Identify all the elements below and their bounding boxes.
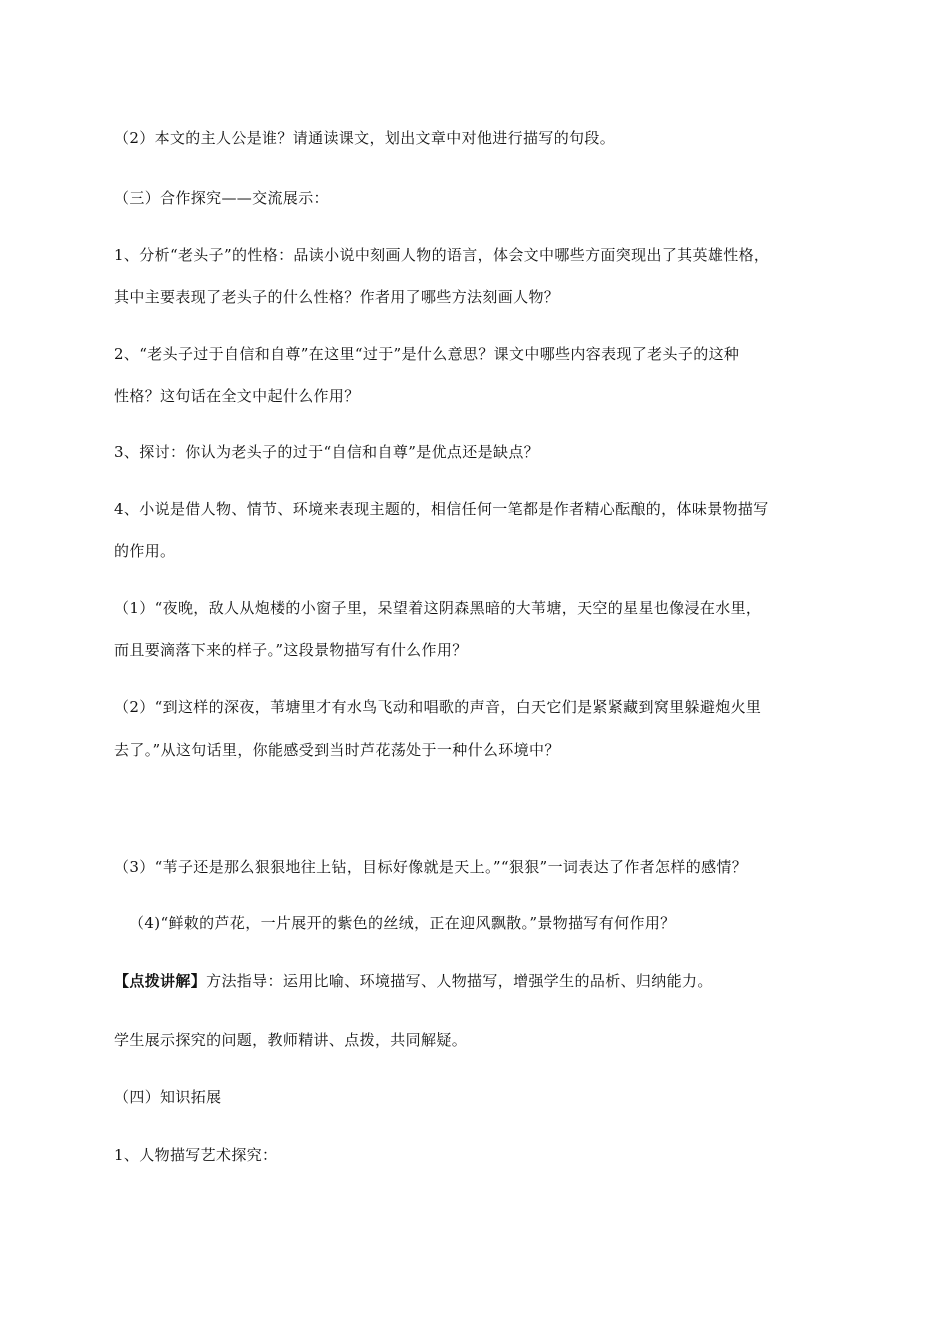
subitem-2-line-2: 去了。”从这句话里，你能感受到当时芦花荡处于一种什么环境中？: [114, 741, 560, 759]
item-1-line-2: 其中主要表现了老头子的什么性格？作者用了哪些方法刻画人物？: [114, 288, 560, 306]
subitem-3-line: （3）“苇子还是那么狠狠地往上钻，目标好像就是天上。”“狠狠”一词表达了作者怎样的感情？: [114, 858, 748, 876]
student-display-line: 学生展示探究的问题，教师精讲、点拨，共同解疑。: [114, 1031, 468, 1049]
section-3-heading: （三）合作探究——交流展示：: [114, 189, 329, 207]
item-2-line-2: 性格？这句话在全文中起什么作用？: [114, 387, 360, 405]
tips-method-text: 方法指导：运用比喻、环境描写、人物描写，增强学生的品析、归纳能力。: [206, 972, 713, 990]
extension-item-1: 1、人物描写艺术探究：: [114, 1146, 278, 1164]
subitem-1-line-2: 而且要滴落下来的样子。”这段景物描写有什么作用？: [114, 641, 468, 659]
subitem-2-line-1: （2）“到这样的深夜，苇塘里才有水鸟飞动和唱歌的声音，白天它们是紧紧藏到窝里躲避炮火里: [114, 698, 762, 716]
tips-line: [114, 971, 713, 991]
subitem-1-line-1: （1）“夜晚，敌人从炮楼的小窗子里，呆望着这阴森黑暗的大苇塘，天空的星星也像浸在水里，: [114, 599, 762, 617]
item-2-line-1: 2、“老头子过于自信和自尊”在这里“过于”是什么意思？课文中哪些内容表现了老头子的这种: [114, 345, 740, 363]
item-4-line-2: 的作用。: [114, 542, 176, 560]
subitem-4-line: （4)“鲜敕的芦花，一片展开的紫色的丝绒，正在迎风飘散。”景物描写有何作用？: [129, 914, 676, 932]
item-4-line-1: 4、小说是借人物、情节、环境来表现主题的，相信任何一笔都是作者精心酝酿的，体味景物描写: [114, 500, 769, 518]
item-3-line: 3、探讨：你认为老头子的过于“自信和自尊”是优点还是缺点？: [114, 443, 540, 461]
section-4-heading: （四）知识拓展: [114, 1088, 222, 1106]
tips-heading: 【点拨讲解】: [114, 972, 207, 990]
item-1-line-1: 1、分析“老头子”的性格：品读小说中刻画人物的语言，体会文中哪些方面突现出了其英雄性格，: [114, 246, 770, 264]
question-2-protagonist: （2）本文的主人公是谁？请通读课文，划出文章中对他进行描写的句段。: [114, 129, 616, 147]
